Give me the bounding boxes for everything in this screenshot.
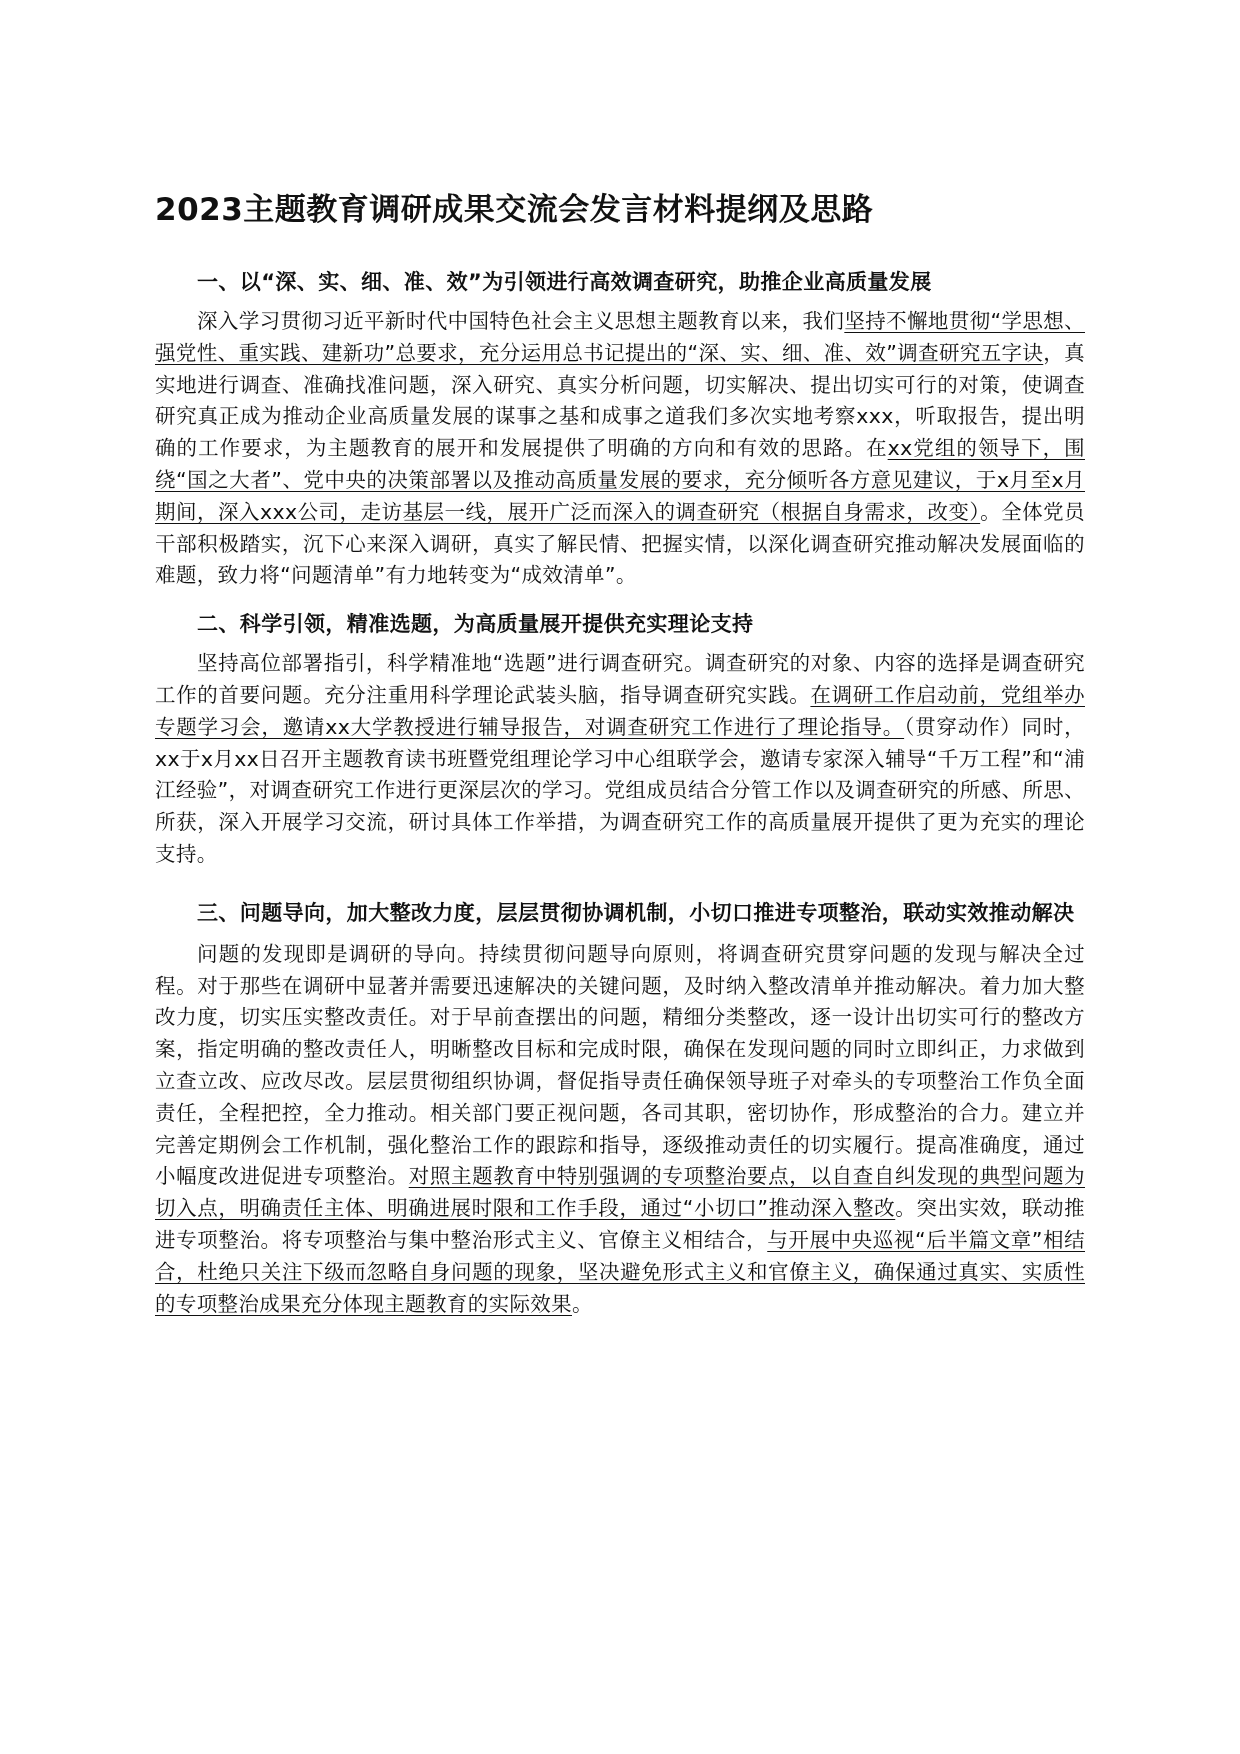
underlined-text-run: 坚持不懈地贯彻“学思想、强党性、重实践、建新功”总要求，充分运用总书记提出的“深、实、细、准、效”调查研究五字诀 [155, 309, 1085, 365]
document-title: 2023主题教育调研成果交流会发言材料提纲及思路 [155, 192, 874, 228]
document-page [155, 190, 1085, 1334]
text-run: ，真实地进行调查、准确找准问题，深入研究、真实分析问题，切实解决、提出切实可行的对策，使调查研究真正成为推动企业高质量发展的谋事之基和成事之道我们多次实地考察xxx，听取报告，提出明确的工作要求，为主题教育的展开和发展提供了明确的方向和有效的思路。在 [155, 340, 1085, 461]
section-2 [155, 606, 1085, 871]
text-run: （贯穿动作）同时，xx于x月xx日召开主题教育读书班暨党组理论学习中心组联学会，邀请专家深入辅导“千万工程”和“浦江经验”，对调查研究工作进行更深层次的学习。党组成员结合分管工作以及调查研究的所感、所思、所获，深入开展学习交流，研讨具体工作举措，为调查研究工作的高质量展开提供了更为充实的理论支持。 [155, 714, 1085, 866]
section-heading: 一、以“深、实、细、准、效”为引领进行高效调查研究，助推企业高质量发展 [197, 270, 932, 294]
section-paragraph [155, 648, 1085, 871]
section-3 [155, 881, 1085, 1321]
section-paragraph [155, 306, 1085, 592]
text-run: 深入学习贯彻习近平新时代中国特色社会主义思想主题教育以来，我们 [197, 309, 845, 333]
text-run: 。全体党员干部积极踏实，沉下心来深入调研，真实了解民情、把握实情，以深化调查研究推动解决发展面临的难题，致力将“问题清单”有力地转变为“成效清单”。 [155, 499, 1086, 588]
text-run: 坚持高位部署指引，科学精准地“选题”进行调查研究。调查研究的对象、内容的选择是调查研究工作的首要问题。充分注重用科学理论武装头脑，指导调查研究实践。 [155, 651, 1085, 707]
section-paragraph [155, 939, 1085, 1321]
text-run: 问题的发现即是调研的导向。持续贯彻问题导向原则，将调查研究贯穿问题的发现与解决全过程。对于那些在调研中显著并需要迅速解决的关键问题，及时纳入整改清单并推动解决。着力加大整改力度，切实压实整改责任。对于早前查摆出的问题，精细分类整改，逐一设计出切实可行的整改方案，指定明确的整改责任人，明晰整改目标和完成时限，确保在发现问题的同时立即纠正，力求做到立查立改、应改尽改。层层贯彻组织协调，督促指导责任确保领导班子对牵头的专项整治工作负全面责任，全程把控，全力推动。相关部门要正视问题，各司其职，密切协作，形成整治的合力。建立并完善定期例会工作机制，强化整治工作的跟踪和指导，逐级推动责任的切实履行。提高准确度，通过小幅度改进促进专项整治。 [155, 941, 1085, 1189]
section-heading: 二、科学引领，精准选题，为高质量展开提供充实理论支持 [197, 612, 754, 637]
underlined-text-run: 在调研工作启动前，党组举办专题学习会，邀请xx大学教授进行辅导报告，对调查研究工作进行了理论指导。 [155, 682, 1085, 739]
underlined-text-run: 与开展中央巡视“后半篇文章”相结合，杜绝只关注下级而忽略自身问题的现象，坚决避免形式主义和官僚主义，确保通过真实、实质性的专项整治成果充分体现主题教育的实际效果 [155, 1227, 1085, 1316]
text-run: 。突出实效，联动推进专项整治。将专项整治与集中整治形式主义、官僚主义相结合， [155, 1196, 1085, 1252]
underlined-text-run: 对照主题教育中特别强调的专项整治要点，以自查自纠发现的典型问题为切入点，明确责任主体、明确进展时限和工作手段，通过“小切口”推动深入整改 [155, 1164, 1085, 1221]
text-run: 。 [572, 1291, 593, 1316]
section-1 [155, 264, 1085, 592]
underlined-text-run: xx党组的领导下，围绕“国之大者”、党中央的决策部署以及推动高质量发展的要求，充分倾听各方意见建议，于x月至x月期间，深入xxx公司，走访基层一线，展开广泛而深入的调查研究（根据自身需求，改变） [155, 436, 1085, 524]
section-heading: 三、问题导向，加大整改力度，层层贯彻协调机制，小切口推进专项整治，联动实效推动解决 [197, 900, 1075, 925]
